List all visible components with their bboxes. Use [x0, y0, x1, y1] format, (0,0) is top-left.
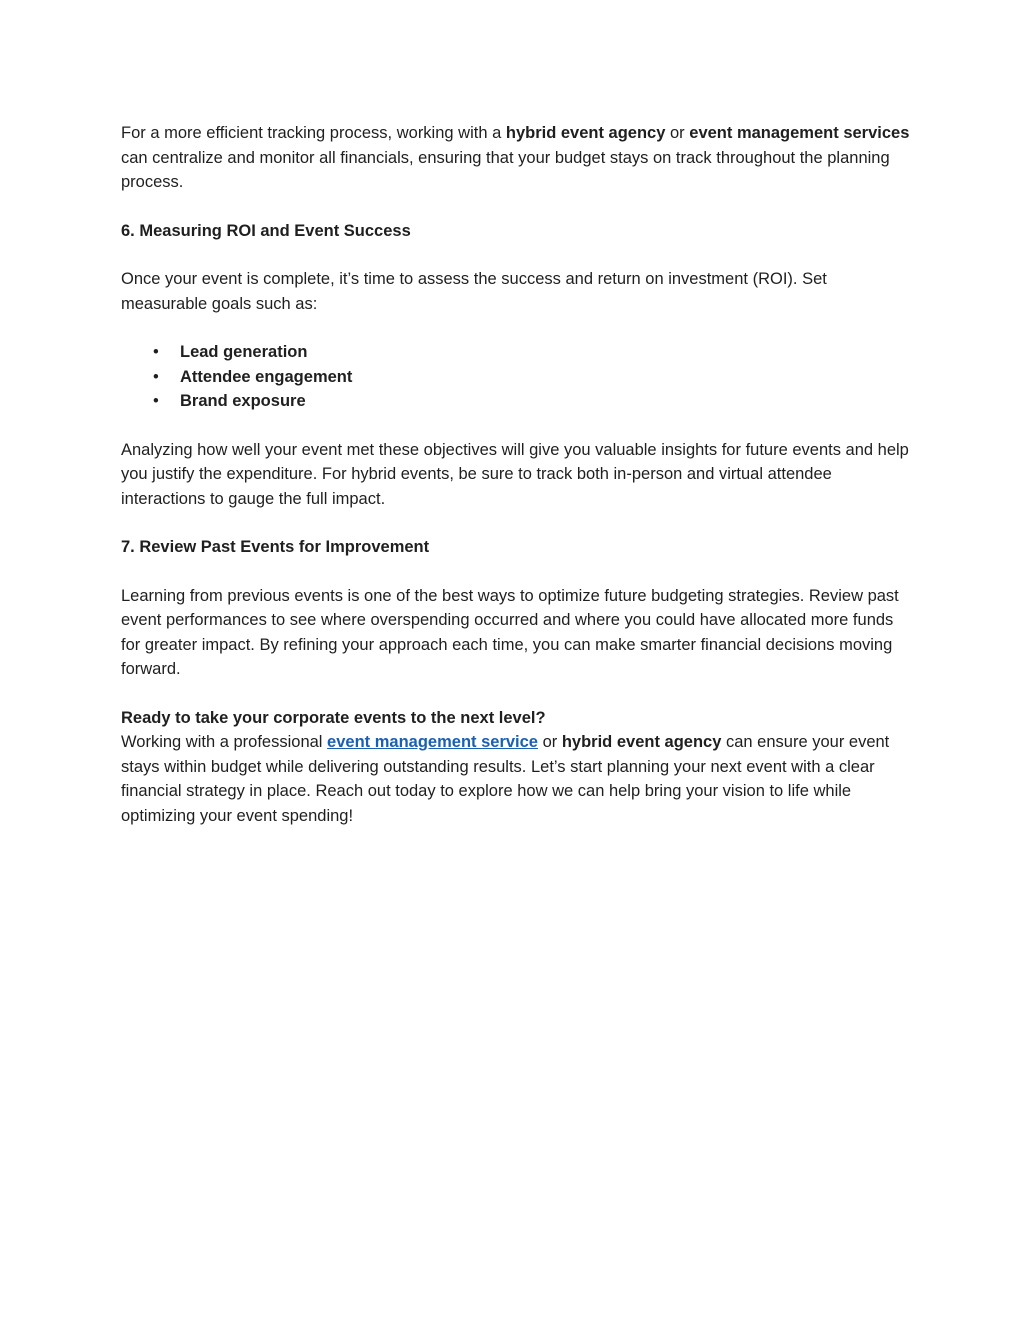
cta-heading: Ready to take your corporate events to the next level? — [121, 708, 546, 727]
cta-paragraph: Ready to take your corporate events to the next level? Working with a professional event management service or hybrid event agency can ensure your event stays within budget while delivering outstanding results. Let’s start planning your next event with a clear financial strategy in place. Reach out today to explore how we can help bring your vision to life while optimizing your event spending! — [121, 706, 911, 829]
section-7-heading: 7. Review Past Events for Improvement — [121, 538, 430, 556]
list-item: • Attendee engagement — [121, 365, 911, 390]
hybrid-event-agency-term: hybrid event agency — [561, 733, 722, 751]
bullet-icon: • — [153, 367, 159, 386]
event-management-service-link[interactable]: event management service — [327, 733, 538, 751]
tracking-paragraph: For a more efficient tracking process, working with a hybrid event agency or event management services can centralize and monitor all financials, ensuring that your budget stays on track throughout the planning process. — [121, 124, 910, 191]
event-management-services-term: event management services — [689, 124, 910, 142]
section-7-body: Learning from previous events is one of the best ways to optimize future budgeting strategies. Review past event performances to see where overspending occurred and where you could have allocated more funds for greater impact. By refining your approach each time, you can make smarter financial decisions moving forward. — [121, 586, 899, 678]
hybrid-event-agency-term: hybrid event agency — [505, 124, 666, 142]
list-item: • Brand exposure — [121, 389, 911, 414]
list-item: • Lead generation — [121, 340, 911, 365]
section-6-heading: 6. Measuring ROI and Event Success — [121, 221, 411, 240]
section-6-analysis: Analyzing how well your event met these objectives will give you valuable insights for future events and help you justify the expenditure. For hybrid events, be sure to track both in-person and virtual attendee interactions to gauge the full impact. — [121, 440, 909, 508]
bullet-icon: • — [153, 343, 159, 361]
document-page — [121, 121, 911, 852]
bullet-icon: • — [153, 392, 159, 410]
section-6-intro: Once your event is complete, it’s time to assess the success and return on investment (ROI). Set measurable goals such as: — [121, 270, 827, 313]
goals-list — [121, 340, 911, 414]
